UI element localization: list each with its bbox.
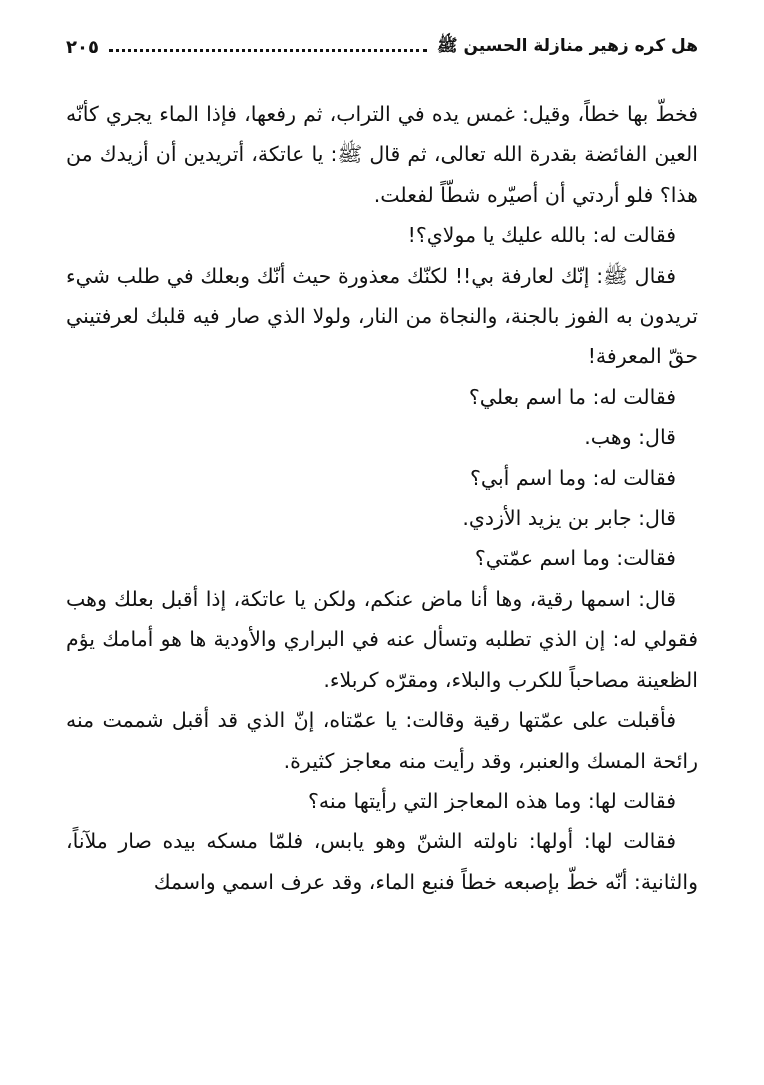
leader-dots	[109, 49, 427, 52]
dialog-line: فقالت له: ما اسم بعلي؟	[468, 384, 676, 409]
page-header	[66, 30, 698, 64]
paragraph: فأقبلت على عمّتها رقية وقالت: يا عمّتاه، إنّ الذي قد أقبل شممت منه رائحة المسك والعنبر، وقد رأيت منه معاجز كثيرة.	[66, 708, 698, 773]
dialog-line: قال: جابر بن يزيد الأزدي.	[462, 506, 676, 531]
dialog-line: فقالت له: بالله عليك يا مولاي؟!	[407, 223, 676, 248]
paragraph: فقال ﷺ: إنّك لعارفة بي!! لكنّك معذورة حيث أنّك وبعلك في طلب شيء تريدون به الفوز بالجنة، والنجاة من النار، ولولا الذي صار فيه قلبك لعرفتيني حقّ المعرفة!	[66, 263, 698, 369]
paragraph: قال: اسمها رقية، وها أنا ماض عنكم، ولكن يا عاتكة، إذا أقبل بعلك وهب فقولي له: إن الذي تطلبه وتسأل عنه في البراري والأودية ها هو أمامك يؤم الظعينة مصاحباً للكرب والبلاء، ومقرّه كربلاء.	[66, 586, 698, 692]
dialog-line: قال: وهب.	[584, 425, 676, 450]
paragraph: فقالت لها: أولها: ناولته الشنّ وهو يابس، فلمّا مسكه بيده صار ملآناً، والثانية: أنّه خطّ بإصبعه خطاً فنبع الماء، وقد عرف اسمي واسمك	[66, 829, 698, 894]
dialog-line: فقالت له: وما اسم أبي؟	[469, 465, 676, 490]
body-text	[66, 94, 698, 902]
running-title: هل كره زهير منازلة الحسين ﷺ	[436, 35, 698, 56]
dialog-line: فقالت: وما اسم عمّتي؟	[474, 546, 676, 571]
page-number: ٢٠٥	[66, 36, 99, 58]
dialog-line: فقالت لها: وما هذه المعاجز التي رأيتها منه؟	[307, 788, 676, 813]
paragraph: فخطّ بها خطاً، وقيل: غمس يده في التراب، ثم رفعها، فإذا الماء يجري كأنّه العين الفائضة بقدرة الله تعالى، ثم قال ﷺ: يا عاتكة، أتريدين أن أزيدك من هذا؟ فلو أردتي أن أصيّره شطّاً لفعلت.	[66, 102, 698, 207]
